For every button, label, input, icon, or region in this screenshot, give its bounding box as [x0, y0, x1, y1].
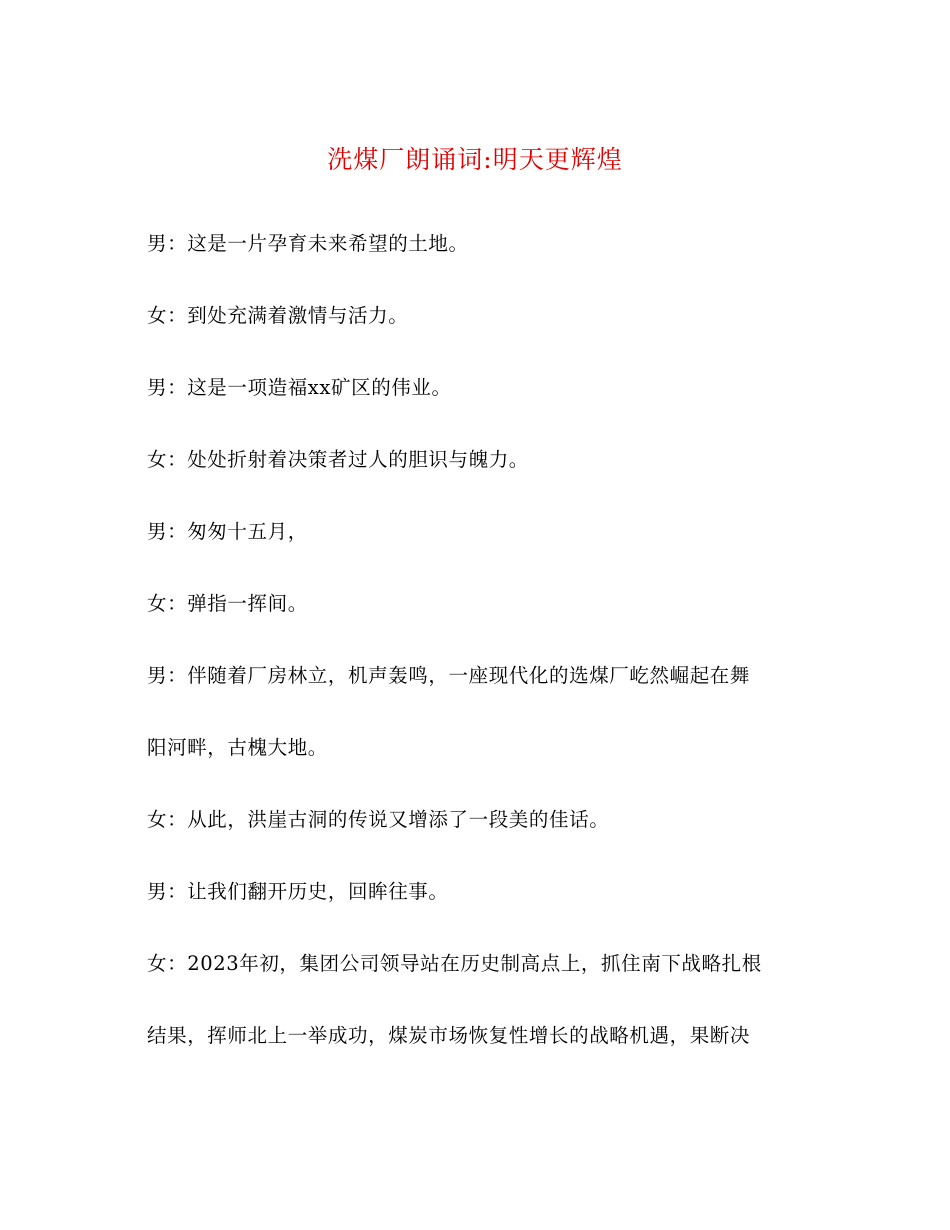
text-line: 女：到处充满着激情与活力。 — [147, 304, 409, 327]
text-line: 男：让我们翻开历史，回眸往事。 — [147, 880, 449, 903]
text-line: 女：处处折射着决策者过人的胆识与魄力。 — [147, 448, 529, 471]
text-line: 男：这是一片孕育未来希望的土地。 — [147, 232, 469, 255]
text-line: 男：匆匆十五月， — [147, 520, 308, 543]
document-body — [147, 226, 807, 1090]
text-line: 女：2023年初，集团公司领导站在历史制高点上，抓住南下战略扎根 — [147, 952, 762, 975]
document-title: 洗煤厂朗诵词:明天更辉煌 — [327, 145, 623, 174]
text-line: 阳河畔，古槐大地。 — [147, 736, 328, 759]
text-line: 男：这是一项造福xx矿区的伟业。 — [147, 376, 452, 399]
text-line: 女：从此，洪崖古洞的传说又增添了一段美的佳话。 — [147, 808, 610, 831]
text-line: 结果，挥师北上一举成功，煤炭市场恢复性增长的战略机遇，果断决 — [147, 1024, 751, 1047]
text-line: 男：伴随着厂房林立，机声轰鸣，一座现代化的选煤厂屹然崛起在舞 — [147, 664, 751, 687]
text-line: 女：弹指一挥间。 — [147, 592, 308, 615]
